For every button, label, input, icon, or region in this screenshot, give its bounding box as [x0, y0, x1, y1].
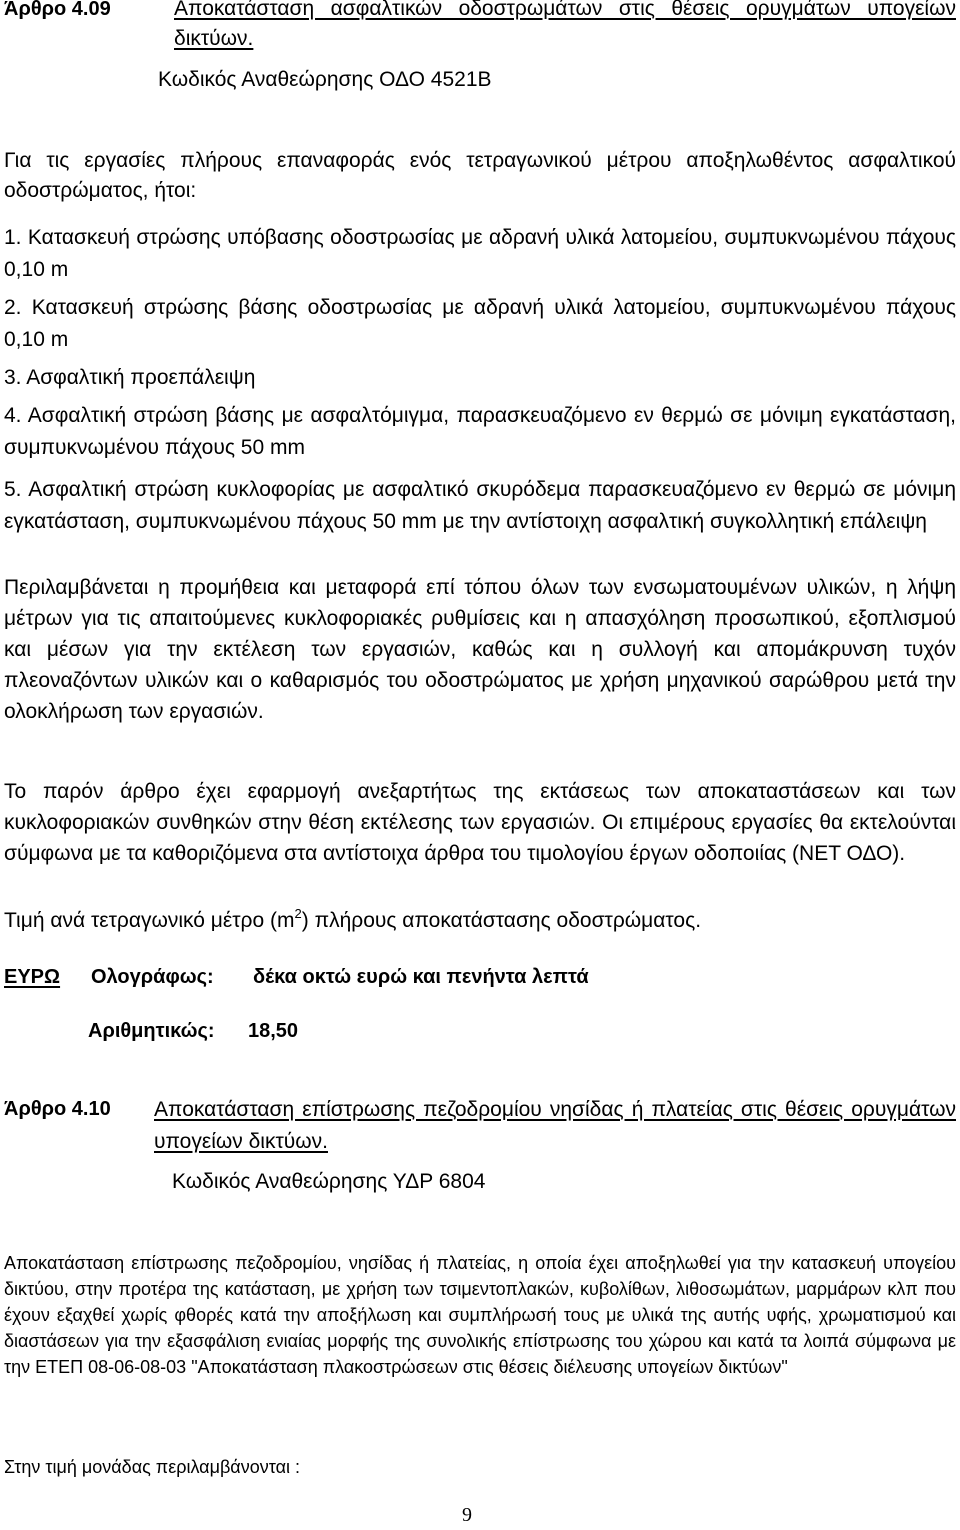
- article-409-applicability: Το παρόν άρθρο έχει εφαρμογή ανεξαρτήτως της εκτάσεως των αποκαταστάσεων και των κυκλοφοριακών συνθηκών στην θέση εκτέλεσης των εργασιών. Οι επιμέρους εργασίες θα εκτελούνται σύμφωνα με τα καθοριζόμενα στα αντίστοιχα άρθρα του τιμολογίου έργων οδοποιίας (ΝΕΤ ΟΔΟ).: [4, 780, 956, 865]
- list-item-2: 2. Κατασκευή στρώσης βάσης οδοστρωσίας με αδρανή υλικά λατομείου, συμπυκνωμένου πάχους 0,10 m: [4, 296, 956, 351]
- unit-price-statement: [4, 905, 701, 937]
- article-409-intro: Για τις εργασίες πλήρους επαναφοράς ενός τετραγωνικού μέτρου αποξηλωθέντος ασφαλτικού οδοστρώματος, ήτοι:: [4, 149, 956, 202]
- article-410-title: Αποκατάσταση επίστρωσης πεζοδρομίου νησίδας ή πλατείας στις θέσεις ορυγμάτων υπογείων δικτύων.: [154, 1098, 956, 1153]
- article-409-includes: Περιλαμβάνεται η προμήθεια και μεταφορά επί τόπου όλων των ενσωματουμένων υλικών, η λήψη μέτρων για τις απαιτούμενες κυκλοφοριακές ρυθμίσεις και η απασχόληση προσωπικού, εξοπλισμού και μέσων για την εκτέλεση των εργασιών, καθώς και η συλλογή και απομάκρυνση τυχόν πλεοναζόντων υλικών και ο καθαρισμός του οδοστρώματος με χρήση μηχανικού σαρώθρου μετά την ολοκλήρωση των εργασιών.: [4, 576, 956, 723]
- list-item-4: 4. Ασφαλτική στρώση βάσης με ασφαλτόμιγμα, παρασκευαζόμενο εν θερμώ σε μόνιμη εγκατάσταση, συμπυκνωμένου πάχους 50 mm: [4, 404, 956, 459]
- article-410-header: [4, 1094, 956, 1158]
- words-value: δέκα οκτώ ευρώ και πενήντα λεπτά: [253, 966, 589, 988]
- article-410-code: Κωδικός Αναθεώρησης ΥΔΡ 6804: [172, 1170, 486, 1193]
- words-label: Ολογράφως:: [91, 966, 214, 988]
- article-410-description: Αποκατάσταση επίστρωσης πεζοδρομίου, νησίδας ή πλατείας, η οποία έχει αποξηλωθεί για την κατασκευή υπογείου δικτύου, στην προτέρα της κατάσταση, με χρήση των τσιμεντοπλακών, κυβολίθων, λιθοσωμάτων, μαρμάρων κλπ που έχουν εξαχθεί χωρίς φθορές κατά την αποξήλωση και συμπλήρωσή τους με υλικά της αυτής υφής, χρωματισμού και διαστάσεων για την εξασφάλιση ενιαίας μορφής της συνολικής επίστρωσης του χώρου και κατά τα λοιπά σύμφωνα με την ΕΤΕΠ 08-06-08-03 "Αποκατάσταση πλακοστρώσεων στις θέσεις διέλευσης υπογείων δικτύων": [4, 1253, 956, 1377]
- article-409-title: Αποκατάσταση ασφαλτικών οδοστρωμάτων στις θέσεις ορυγμάτων υπογείων δικτύων.: [174, 0, 956, 50]
- article-409-code: Κωδικός Αναθεώρησης ΟΔΟ 4521Β: [158, 68, 492, 91]
- unit-price-suffix: ) πλήρους αποκατάστασης οδοστρώματος.: [301, 909, 702, 932]
- page-number: 9: [462, 1504, 472, 1526]
- list-item-5: 5. Ασφαλτική στρώση κυκλοφορίας με ασφαλτικό σκυρόδεμα παρασκευαζόμενο εν θερμώ σε μόνιμη εγκατάσταση, συμπυκνωμένου πάχους 50 mm με την αντίστοιχη ασφαλτική συγκολλητική επάλειψη: [4, 478, 956, 533]
- numeric-value: 18,50: [248, 1020, 299, 1042]
- list-item-1: 1. Κατασκευή στρώσης υπόβασης οδοστρωσίας με αδρανή υλικά λατομείου, συμπυκνωμένου πάχους 0,10 m: [4, 226, 956, 281]
- currency-label: ΕΥΡΩ: [4, 966, 61, 988]
- article-410-number: Άρθρο 4.10: [4, 1098, 111, 1120]
- article-409-header: [4, 0, 956, 54]
- list-item-3: 3. Ασφαλτική προεπάλειψη: [4, 366, 256, 389]
- unit-price-prefix: Τιμή ανά τετραγωνικό μέτρο (m: [4, 909, 295, 932]
- article-409-number: Άρθρο 4.09: [4, 0, 111, 20]
- unit-price-sup: 2: [294, 906, 302, 921]
- numeric-label: Αριθμητικώς:: [88, 1020, 215, 1042]
- article-410-includes-intro: Στην τιμή μονάδας περιλαμβάνονται :: [4, 1457, 300, 1477]
